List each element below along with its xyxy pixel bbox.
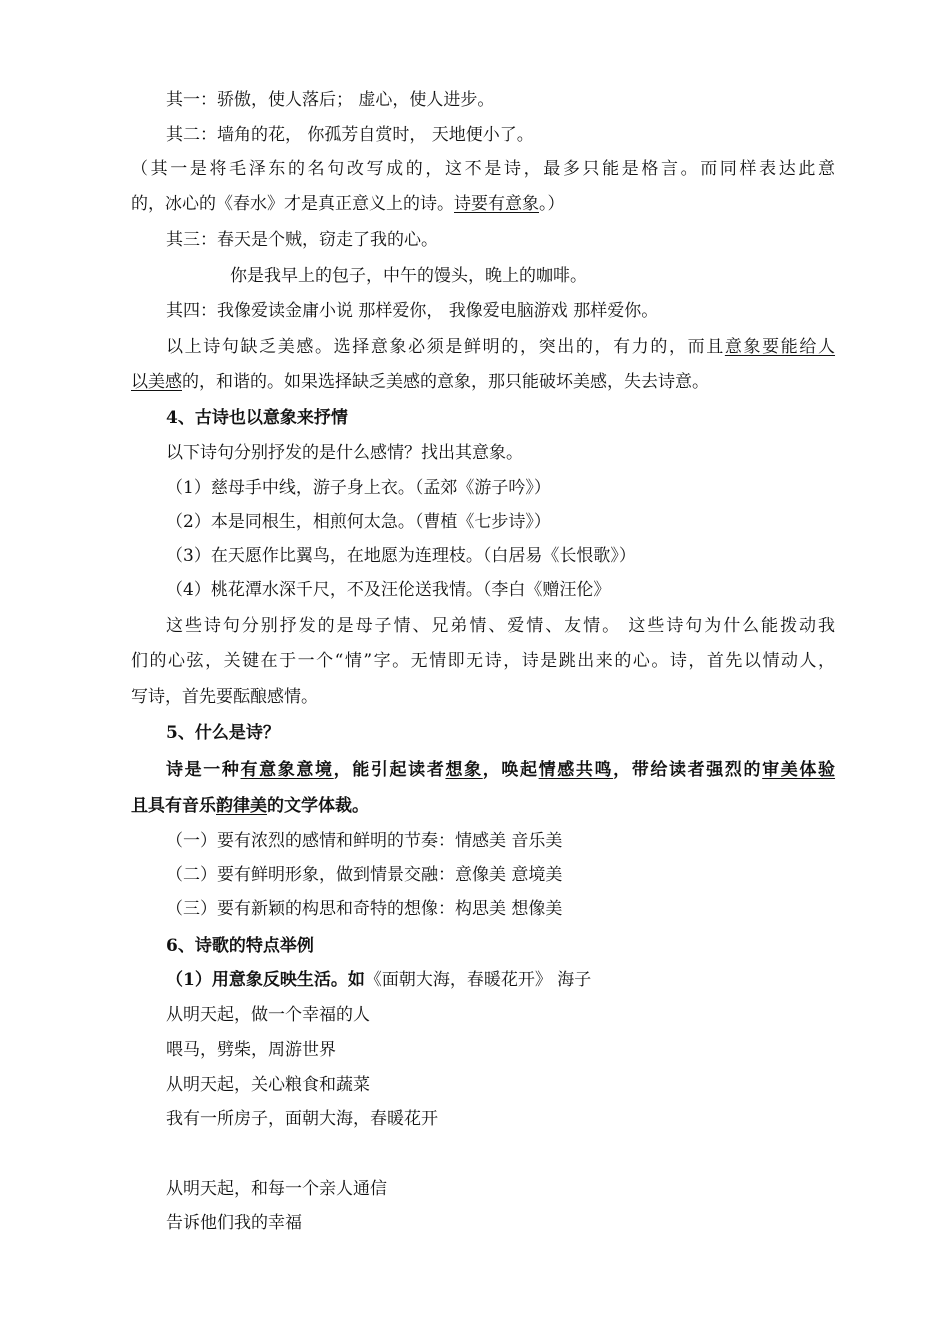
definition-text: 的文学体裁。 (267, 796, 369, 816)
poem-verse-2: 喂马，劈柴，周游世界 (166, 1040, 336, 1060)
commentary-line: （其一是将毛泽东的名句改写成的，这不是诗，最多只能是格言。而同样表达此意 (131, 159, 835, 179)
definition-text: ，唤起 (482, 760, 539, 780)
underlined-phrase: 诗要有意象 (454, 194, 539, 214)
example-four-line: 其四：我像爱读金庸小说 那样爱你， 我像爱电脑游戏 那样爱你。 (166, 301, 659, 321)
underlined-phrase: 以美感 (131, 372, 182, 392)
underlined-term: 情感共鸣 (538, 760, 614, 780)
poem-verse-1: 从明天起，做一个幸福的人 (166, 1005, 370, 1025)
underlined-phrase: 意象要能给人 (724, 337, 836, 357)
emotion-paragraph-line-2: 们的心弦，关键在于一个“情”字。无情即无诗，诗是跳出来的心。诗，首先以情动人， (131, 651, 835, 671)
example-subheading (166, 969, 835, 991)
example-subheading-label: （1）用意象反映生活。如 (166, 970, 365, 990)
poem-verse-5: 从明天起，和每一个亲人通信 (166, 1179, 387, 1199)
beauty-paragraph-line-2 (131, 371, 835, 393)
poetry-point-1: （一）要有浓烈的感情和鲜明的节奏：情感美 音乐美 (166, 831, 563, 851)
beauty-paragraph-line (166, 336, 835, 358)
example-two-line: 其二：墙角的花， 你孤芳自赏时， 天地便小了。 (166, 125, 534, 145)
definition-line (166, 759, 835, 781)
poem-verse-4: 我有一所房子，面朝大海，春暖花开 (166, 1109, 438, 1129)
commentary-text: 的，冰心的《春水》才是真正意义上的诗。 (131, 194, 454, 214)
example-one-line: 其一：骄傲，使人落后； 虚心，使人进步。 (166, 90, 495, 110)
question-line: 以下诗句分别抒发的是什么感情？找出其意象。 (166, 443, 523, 463)
poetry-point-3: （三）要有新颖的构思和奇特的想像：构思美 想像美 (166, 899, 563, 919)
example-three-line-2: 你是我早上的包子，中午的馒头，晚上的咖啡。 (230, 266, 587, 286)
section-heading-6: 6、诗歌的特点举例 (166, 936, 314, 956)
section-heading-5: 5、什么是诗？ (166, 723, 280, 743)
poem-item-2: （2）本是同根生，相煎何太急。（曹植《七步诗》） (166, 512, 551, 532)
definition-text: ，带给读者强烈的 (613, 760, 763, 780)
poem-item-1: （1）慈母手中线，游子身上衣。（孟郊《游子吟》） (166, 478, 551, 498)
poem-title-author: 《面朝大海，春暖花开》 海子 (364, 970, 592, 990)
beauty-text: 的，和谐的。如果选择缺乏美感的意象，那只能破坏美感，失去诗意。 (182, 372, 709, 392)
emotion-paragraph-line: 这些诗句分别抒发的是母子情、兄弟情、爱情、友情。 这些诗句为什么能拨动我 (166, 616, 835, 636)
underlined-term: 韵律美 (216, 796, 267, 816)
emotion-paragraph-line-3: 写诗，首先要酝酿感情。 (131, 687, 318, 707)
poem-verse-3: 从明天起，关心粮食和蔬菜 (166, 1075, 370, 1095)
definition-line-2 (131, 795, 835, 817)
commentary-end: 。） (539, 194, 565, 214)
underlined-term: 想象 (445, 760, 483, 780)
definition-text: ，能引起读者 (333, 760, 446, 780)
example-three-line: 其三：春天是个贼，窃走了我的心。 (166, 230, 438, 250)
poetry-point-2: （二）要有鲜明形象，做到情景交融：意像美 意境美 (166, 865, 563, 885)
poem-item-3: （3）在天愿作比翼鸟，在地愿为连理枝。（白居易《长恨歌》） (166, 546, 636, 566)
underlined-term: 审美体验 (762, 760, 836, 780)
poem-verse-6: 告诉他们我的幸福 (166, 1213, 302, 1233)
beauty-text: 以上诗句缺乏美感。选择意象必须是鲜明的，突出的，有力的，而且 (166, 337, 725, 357)
definition-text: 诗是一种 (166, 760, 241, 780)
commentary-line-2 (131, 193, 835, 215)
definition-text: 且具有音乐 (131, 796, 216, 816)
underlined-term: 有意象意境 (240, 760, 334, 780)
poem-item-4: （4）桃花潭水深千尺，不及汪伦送我情。（李白《赠汪伦》 (166, 580, 611, 600)
section-heading-4: 4、古诗也以意象来抒情 (166, 408, 348, 428)
